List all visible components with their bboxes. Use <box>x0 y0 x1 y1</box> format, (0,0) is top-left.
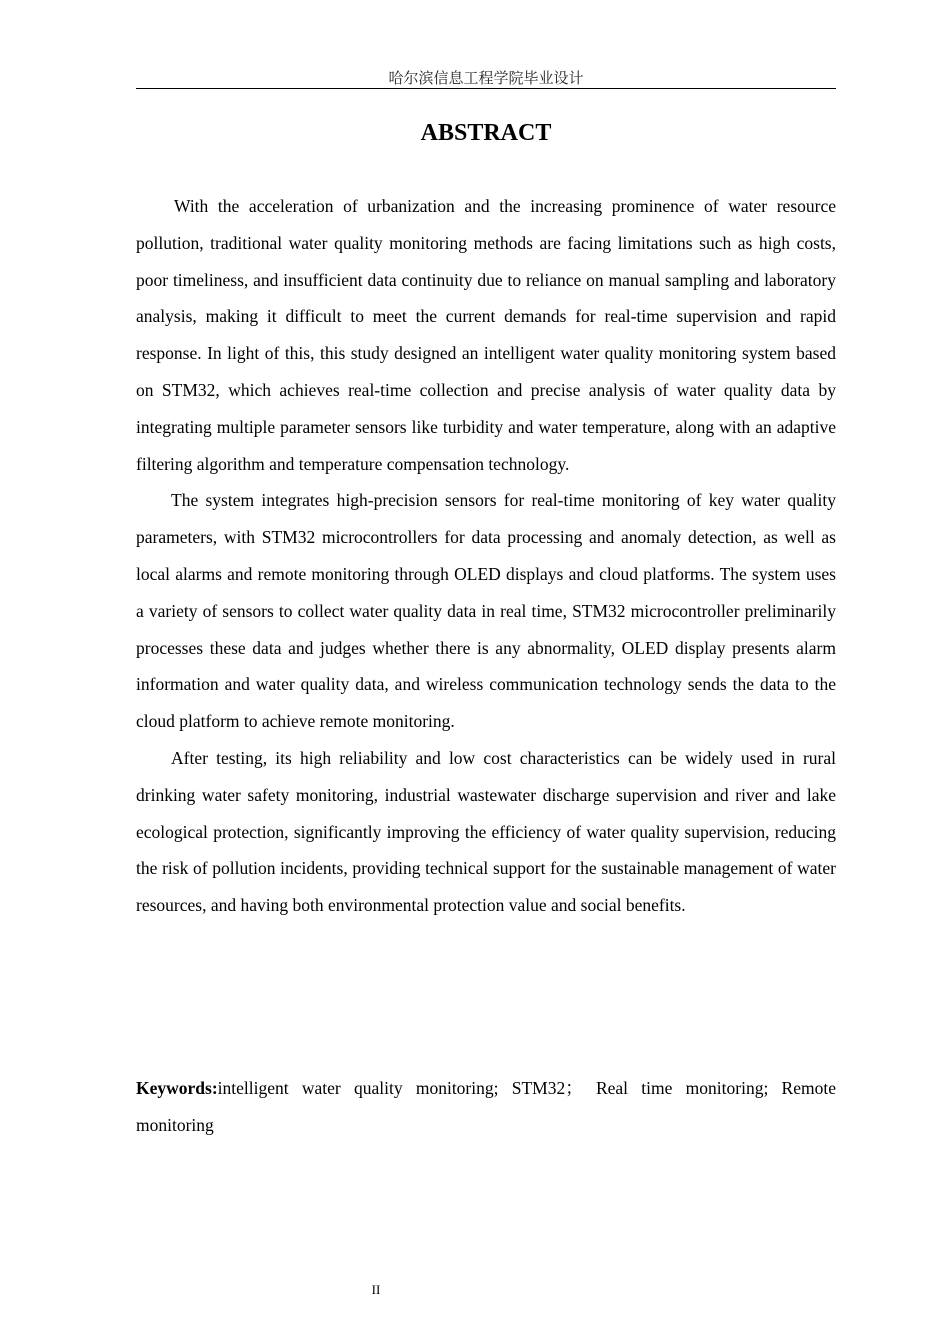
abstract-title: ABSTRACT <box>420 120 552 146</box>
abstract-paragraph-2: The system integrates high-precision sensors for real-time monitoring of key water quality parameters, with STM32 microcontrollers for data processing and anomaly detection, as well as local alarms and remote monitoring through OLED displays and cloud platforms. The system uses a variety of sensors to collect water quality data in real time, STM32 microcontroller preliminarily processes these data and judges whether there is any abnormality, OLED display presents alarm information and water quality data, and wireless communication technology sends the data to the cloud platform to achieve remote monitoring. <box>136 490 836 732</box>
keywords-label: Keywords: <box>136 1078 218 1098</box>
abstract-paragraph-1: With the acceleration of urbanization and the increasing prominence of water resource pollution, traditional water quality monitoring methods are facing limitations such as high costs, poor timeliness, and insufficient data continuity due to reliance on manual sampling and laboratory analysis, making it difficult to meet the current demands for real-time supervision and rapid response. In light of this, this study designed an intelligent water quality monitoring system based on STM32, which achieves real-time collection and precise analysis of water quality data by integrating multiple parameter sensors like turbidity and water temperature, along with an adaptive filtering algorithm and temperature compensation technology. <box>136 196 836 474</box>
abstract-paragraph-3: After testing, its high reliability and low cost characteristics can be widely used in rural drinking water safety monitoring, industrial wastewater discharge supervision and river and lake ecological protection, significantly improving the efficiency of water quality supervision, reducing the risk of pollution incidents, providing technical support for the sustainable management of water resources, and having both environmental protection value and social benefits. <box>136 747 836 916</box>
keywords-line <box>136 1070 836 1144</box>
page-number: II <box>371 1282 381 1297</box>
keywords-text: intelligent water quality monitoring; STM32； Real time monitoring; Remote monitoring <box>136 1078 836 1135</box>
page-header: 哈尔滨信息工程学院毕业设计 <box>388 69 584 87</box>
header-rule <box>136 88 836 89</box>
abstract-body <box>136 188 836 924</box>
